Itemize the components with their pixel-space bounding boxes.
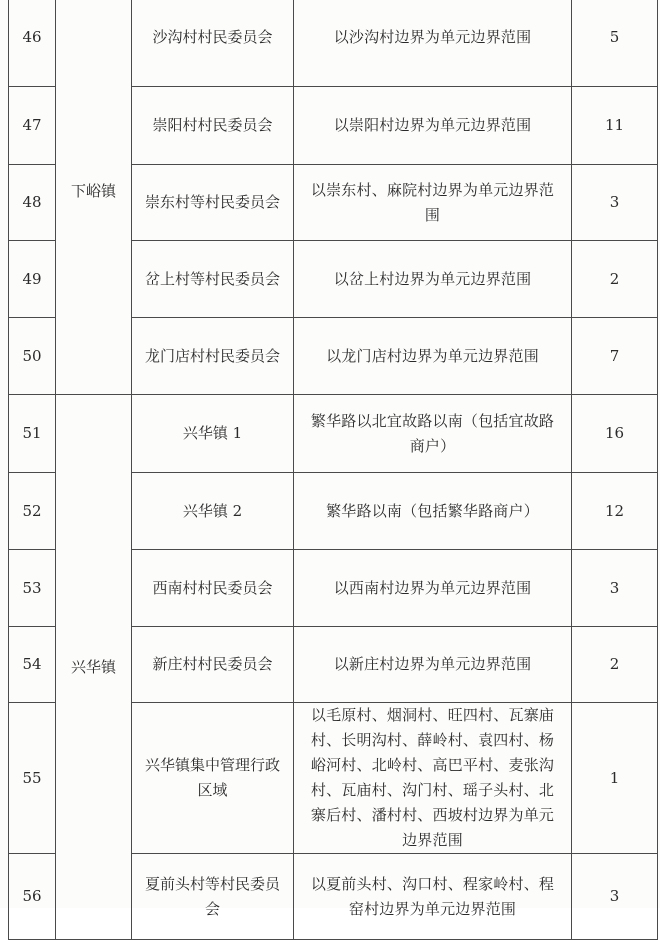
town-name: 下峪镇 bbox=[56, 0, 132, 395]
row-number: 55 bbox=[9, 703, 56, 854]
table-row bbox=[9, 395, 658, 473]
unit-name: 新庄村村民委员会 bbox=[132, 627, 294, 703]
unit-name: 西南村村民委员会 bbox=[132, 550, 294, 627]
unit-count: 1 bbox=[572, 703, 658, 854]
unit-count: 5 bbox=[572, 0, 658, 87]
boundary-description: 以崇阳村边界为单元边界范围 bbox=[294, 87, 572, 165]
unit-name: 兴华镇 1 bbox=[132, 395, 294, 473]
unit-count: 3 bbox=[572, 165, 658, 241]
unit-count: 12 bbox=[572, 473, 658, 550]
row-number: 52 bbox=[9, 473, 56, 550]
unit-count: 7 bbox=[572, 318, 658, 395]
boundary-description: 以岔上村边界为单元边界范围 bbox=[294, 241, 572, 318]
unit-count: 2 bbox=[572, 241, 658, 318]
unit-name: 崇阳村村民委员会 bbox=[132, 87, 294, 165]
unit-name: 龙门店村村民委员会 bbox=[132, 318, 294, 395]
boundary-description: 以崇东村、麻院村边界为单元边界范围 bbox=[294, 165, 572, 241]
boundary-description: 以龙门店村边界为单元边界范围 bbox=[294, 318, 572, 395]
boundary-description: 繁华路以南（包括繁华路商户） bbox=[294, 473, 572, 550]
row-number: 46 bbox=[9, 0, 56, 87]
row-number: 56 bbox=[9, 854, 56, 940]
row-number: 54 bbox=[9, 627, 56, 703]
unit-name: 岔上村等村民委员会 bbox=[132, 241, 294, 318]
unit-name: 崇东村等村民委员会 bbox=[132, 165, 294, 241]
row-number: 50 bbox=[9, 318, 56, 395]
row-number: 51 bbox=[9, 395, 56, 473]
boundary-description: 以沙沟村边界为单元边界范围 bbox=[294, 0, 572, 87]
unit-count: 2 bbox=[572, 627, 658, 703]
boundary-description: 以西南村边界为单元边界范围 bbox=[294, 550, 572, 627]
unit-name: 兴华镇集中管理行政区域 bbox=[132, 703, 294, 854]
boundary-description: 繁华路以北宜故路以南（包括宜故路商户） bbox=[294, 395, 572, 473]
unit-count: 3 bbox=[572, 550, 658, 627]
unit-name: 沙沟村村民委员会 bbox=[132, 0, 294, 87]
unit-table bbox=[8, 0, 658, 940]
unit-name: 兴华镇 2 bbox=[132, 473, 294, 550]
unit-count: 16 bbox=[572, 395, 658, 473]
town-name: 兴华镇 bbox=[56, 395, 132, 940]
row-number: 53 bbox=[9, 550, 56, 627]
row-number: 49 bbox=[9, 241, 56, 318]
boundary-description: 以夏前头村、沟口村、程家岭村、程窑村边界为单元边界范围 bbox=[294, 854, 572, 940]
table-row bbox=[9, 0, 658, 87]
row-number: 47 bbox=[9, 87, 56, 165]
unit-count: 11 bbox=[572, 87, 658, 165]
boundary-description: 以毛原村、烟洞村、旺四村、瓦寨庙村、长明沟村、薛岭村、袁四村、杨峪河村、北岭村、高巴平村、麦张沟村、瓦庙村、沟门村、瑶子头村、北寨后村、潘村村、西坡村边界为单元边界范围 bbox=[294, 703, 572, 854]
unit-name: 夏前头村等村民委员会 bbox=[132, 854, 294, 940]
row-number: 48 bbox=[9, 165, 56, 241]
unit-count: 3 bbox=[572, 854, 658, 940]
boundary-description: 以新庄村边界为单元边界范围 bbox=[294, 627, 572, 703]
